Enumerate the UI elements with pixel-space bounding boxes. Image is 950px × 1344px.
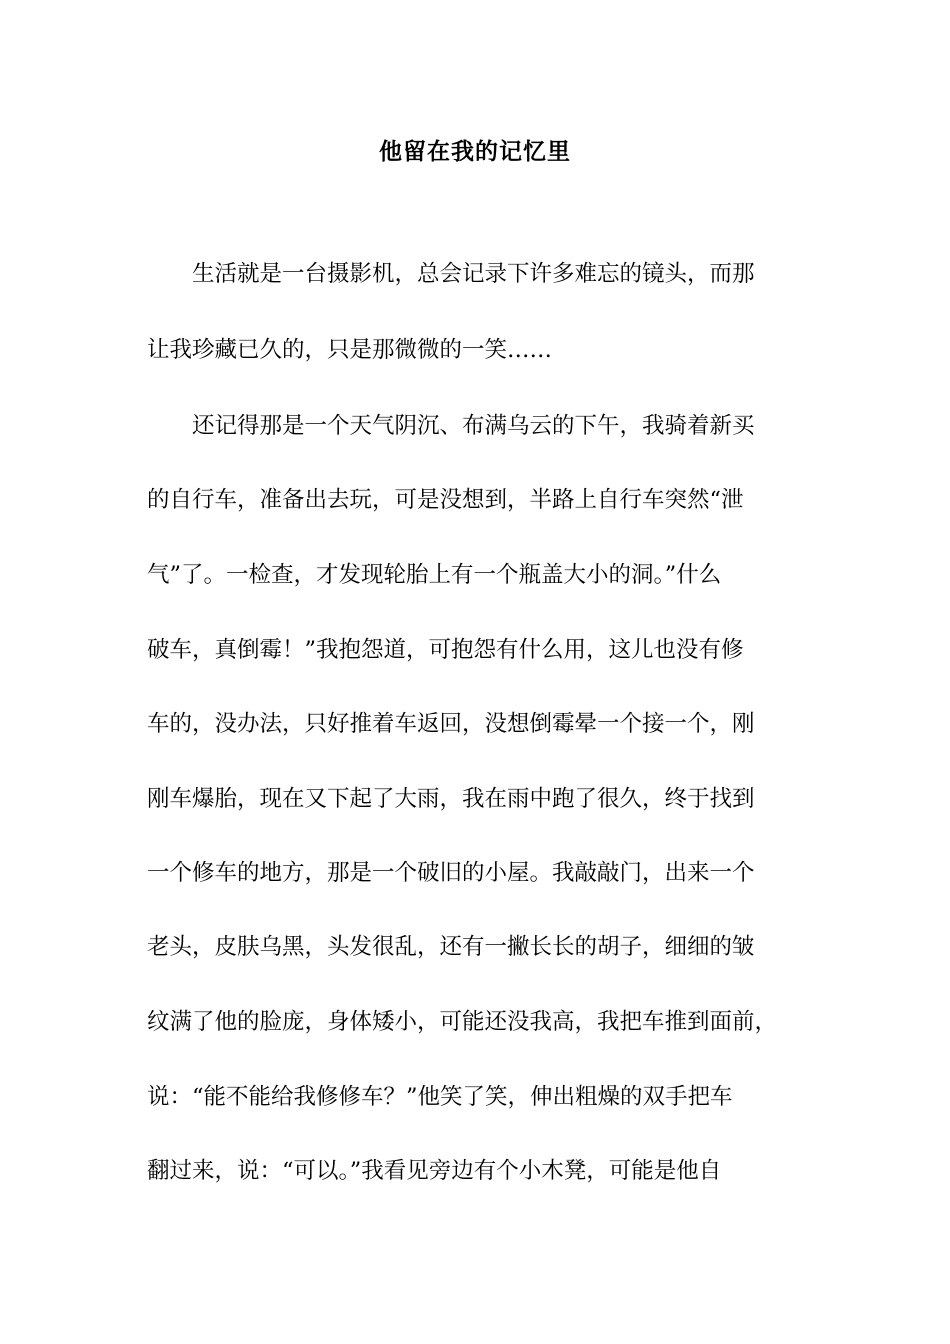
paragraph-line: 说：“能不能给我修修车？”他笑了笑，伸出粗燥的双手把车 <box>147 1084 733 1110</box>
document-title: 他留在我的记忆里 <box>379 138 571 165</box>
paragraph-line: 车的，没办法，只好推着车返回，没想倒霉晕一个接一个，刚 <box>147 711 755 737</box>
paragraph-line: 纹满了他的脸庞，身体矮小，可能还没我高，我把车推到面前， <box>147 1009 778 1035</box>
paragraph-line: 一个修车的地方，那是一个破旧的小屋。我敲敲门，出来一个 <box>147 860 755 886</box>
paragraph-line: 刚车爆胎，现在又下起了大雨，我在雨中跑了很久，终于找到 <box>147 786 755 812</box>
paragraph-line: 气”了。一检查，才发现轮胎上有一个瓶盖大小的洞。”什么 <box>147 562 722 588</box>
paragraph-line: 生活就是一台摄影机，总会记录下许多难忘的镜头，而那 <box>192 261 755 287</box>
paragraph-line: 的自行车，准备出去玩，可是没想到，半路上自行车突然“泄 <box>147 487 744 513</box>
paragraph-line: 破车，真倒霉！”我抱怨道，可抱怨有什么用，这儿也没有修 <box>147 637 744 663</box>
paragraph-line: 翻过来，说：“可以。”我看见旁边有个小木凳，可能是他自 <box>147 1158 722 1184</box>
paragraph-line: 还记得那是一个天气阴沉、布满乌云的下午，我骑着新买 <box>192 413 755 439</box>
paragraph-line: 老头，皮肤乌黑，头发很乱，还有一撇长长的胡子，细细的皱 <box>147 934 755 960</box>
paragraph-line: 让我珍藏已久的，只是那微微的一笑…… <box>147 337 553 363</box>
